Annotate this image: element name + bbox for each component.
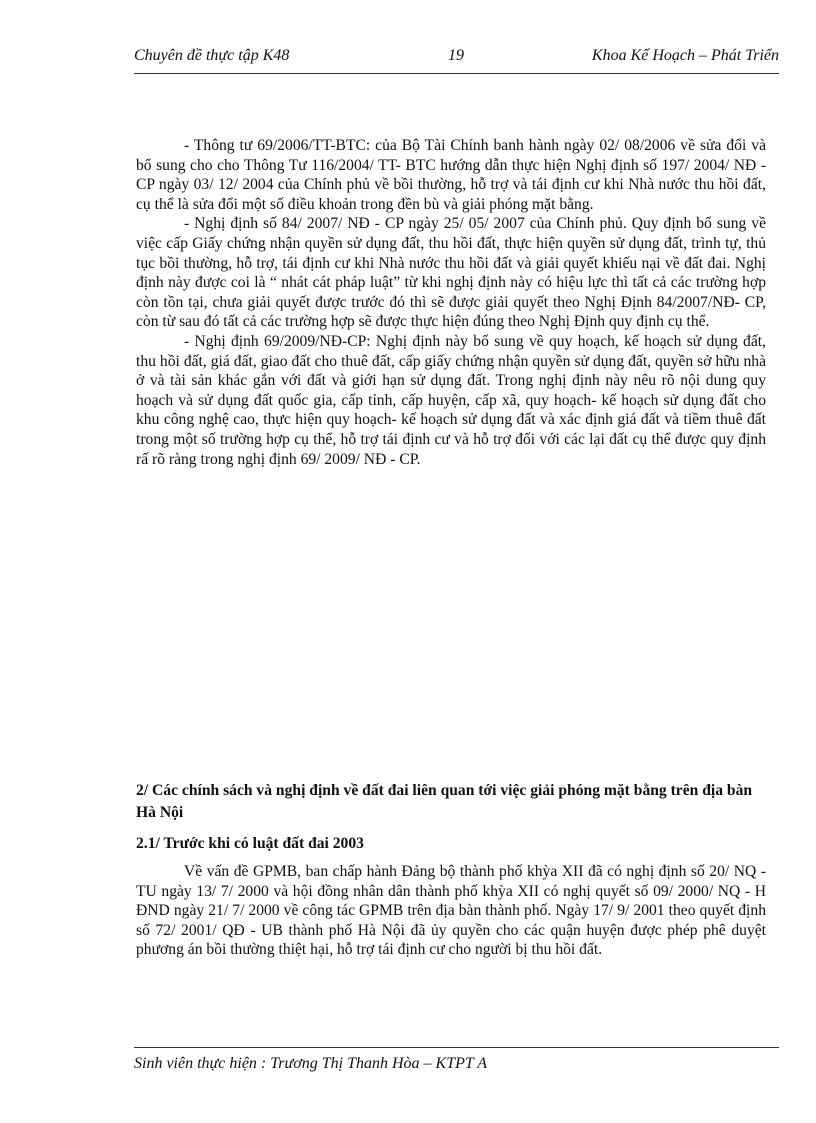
subsection-heading: 2.1/ Trước khi có luật đất đai 2003 [136, 835, 364, 852]
paragraph-circular-69: - Thông tư 69/2006/TT-BTC: của Bộ Tài Chính banh hành ngày 02/ 08/2006 về sửa đổi và bổ sung cho cho Thông Tư 116/2004/ TT- BTC hướng dẫn thực hiện Nghị định số 197/ 2004/ NĐ - CP ngày 03/ 12/ 2004 của Chính phủ về bồi thường, hỗ trợ và tái định cư khi Nhà nước thu hồi đất, cụ thể là sửa đổi một số điều khoản trong đền bù và giải phóng mặt bằng. [136, 137, 766, 213]
header-divider [134, 73, 779, 74]
paragraph-gpmb: Về vấn đề GPMB, ban chấp hành Đảng bộ thành phố khỳa XII đã có nghị định số 20/ NQ - TU ngày 13/ 7/ 2000 và hội đồng nhân dân thành phố khỳa XII có nghị quyết số 09/ 2000/ NQ - H ĐND ngày 21/ 7/ 2000 về công tác GPMB trên địa bàn thành phố. Ngày 17/ 9/ 2001 theo quyết định số 72/ 2001/ QĐ - UB thành phố Hà Nội đã ủy quyền cho các quận huyện được phép phê duyệt phương án bồi thường thiệt hại, hỗ trợ tái định cư cho người bị thu hồi đất. [136, 863, 766, 959]
header-faculty: Khoa Kế Hoạch – Phát Triển [591, 47, 779, 64]
paragraph-decree-84: - Nghị định số 84/ 2007/ NĐ - CP ngày 25/ 05/ 2007 của Chính phủ. Quy định bổ sung về việc cấp Giấy chứng nhận quyền sử dụng đất, thu hồi đất, thực hiện quyền sử dụng đất, trình tự, thủ tục bồi thường, hỗ trợ, tái định cư khi Nhà nước thu hồi đất và giải quyết khiếu nại về đất đai. Nghị định này được coi là “ nhát cát pháp luật” từ khi nghị định này có hiệu lực thì tất cả các trường hợp còn tồn tại, chưa giải quyết được trước đó thì sẽ được giải quyết theo Nghị Định 84/2007/NĐ- CP, còn từ sau đó tất cả các trường hợp sẽ được thực hiện đúng theo Nghị Định quy định cụ thể. [136, 215, 766, 331]
page-header [134, 47, 779, 71]
section-heading: 2/ Các chính sách và nghị định về đất đai liên quan tới việc giải phóng mặt bằng trên địa bàn Hà Nội [136, 782, 753, 821]
page-number: 19 [448, 47, 464, 64]
paragraph-decree-69: - Nghị định 69/2009/NĐ-CP: Nghị định này bổ sung về quy hoạch, kế hoạch sử dụng đất, thu hồi đất, giá đất, giao đất cho thuê đất, cấp giấy chứng nhận quyền sử dụng đất, quyền sở hữu nhà ở và tài sản khác gắn với đất và giới hạn sử dụng đất. Trong nghị định này nêu rõ nội dung quy hoạch và sử dụng đất quốc gia, cấp tỉnh, cấp huyện, cấp xã, quy hoạch- kế hoạch sử dụng đất cho khu công nghệ cao, thực hiện quy hoạch- kế hoạch sử dụng đất và xác định giá đất và tiềm thuê đất trong một số trường hợp cụ thể, hỗ trợ tái định cư và hỗ trợ đối với các lại đất cụ thể được quy định rấ rõ ràng trong nghị định 69/ 2009/ NĐ - CP. [136, 332, 766, 468]
footer-divider [134, 1047, 779, 1048]
header-course-title: Chuyên đề thực tập K48 [134, 47, 290, 64]
body-text-block [136, 136, 766, 469]
page-footer: Sinh viên thực hiện : Trương Thị Thanh Hòa – KTPT A [134, 1055, 487, 1072]
subsection-text-block [136, 862, 766, 960]
